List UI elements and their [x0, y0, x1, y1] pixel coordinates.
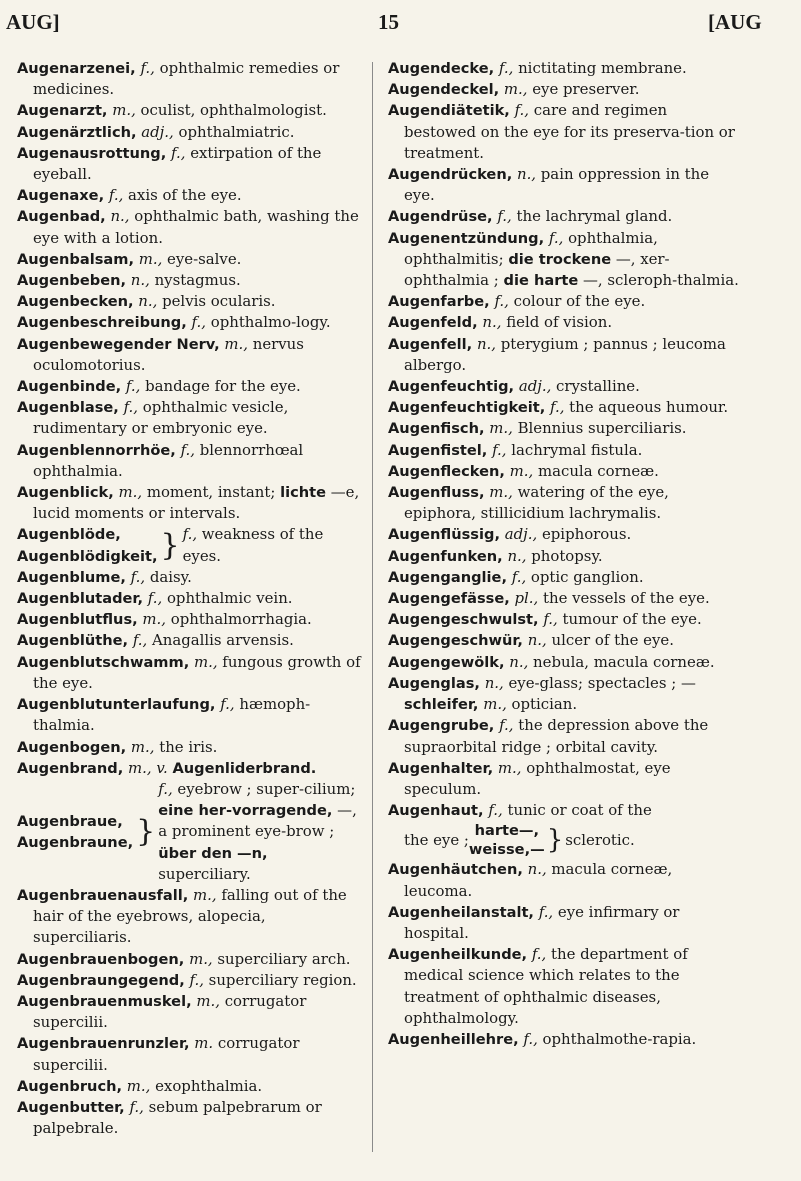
entry-grammar: f.,	[523, 1029, 538, 1048]
entry-subheadword: weisse,—	[468, 841, 545, 859]
entry-grammar: m.,	[224, 334, 249, 353]
entry-headword: Augenbruch,	[17, 1077, 123, 1095]
tunic-variants	[469, 821, 545, 859]
entry-headword: Augenhaut,	[388, 802, 484, 820]
entry-grammar: f.,	[123, 398, 139, 417]
dictionary-entry	[17, 291, 362, 312]
entry-headword: Augenfeld,	[388, 314, 478, 332]
entry-definition: the lachrymal gland.	[511, 207, 673, 226]
entry-grammar: m.,	[196, 991, 220, 1010]
entry-grammar: f.,	[550, 398, 565, 417]
entry-definition: photopsy.	[526, 546, 603, 565]
entry-definition: tumour of the eye.	[557, 610, 702, 629]
dictionary-entry	[388, 1029, 743, 1050]
entry-grammar: m.	[194, 1034, 214, 1053]
entry-headword: Augengeschwür,	[388, 632, 523, 650]
dictionary-entry	[17, 312, 362, 333]
entry-headword: Augenfistel,	[388, 441, 488, 459]
entry-grammar: n.,	[476, 334, 497, 353]
entry-grammar: f.,	[129, 1097, 144, 1116]
brace-headwords	[17, 811, 133, 853]
entry-definition: ophthalmic vein.	[162, 589, 293, 608]
dictionary-entry	[388, 588, 743, 609]
entry-definition: sclerotic.	[565, 830, 635, 849]
entry-definition: falling out of the hair of the eyebrows, alopecia, superciliaris.	[33, 885, 347, 947]
entry-definition: macula corneæ, leucoma.	[404, 860, 673, 900]
entry-headword: Augenhäutchen,	[388, 861, 523, 879]
brace-headwords	[17, 524, 158, 566]
entry-definition: ophthalmic remedies or medicines.	[33, 59, 340, 99]
dictionary-entry	[17, 970, 362, 991]
entry-definition: exophthalmia.	[150, 1076, 263, 1095]
entry-definition: oculist, ophthalmologist.	[135, 101, 327, 120]
entry-grammar: f.,	[147, 589, 163, 608]
entry-grammar: f.,	[498, 59, 514, 77]
entry-definition: pterygium ; pannus ; leucoma albergo.	[404, 334, 726, 374]
entry-definition: ophthalmic bath, washing the eye with a lotion.	[33, 207, 359, 247]
entry-headword: Augenblennorrhöe,	[17, 441, 176, 459]
entry-headword: Augenbutter,	[17, 1098, 125, 1116]
entry-definition: superciliary.	[158, 864, 251, 883]
entry-headword: Augenfluss,	[388, 484, 485, 502]
entry-headword: Augengefässe,	[388, 590, 510, 608]
dictionary-entry	[17, 440, 362, 482]
entry-grammar: n.,	[138, 292, 158, 311]
dictionary-entry	[388, 652, 743, 673]
entry-definition: weakness of the eyes.	[182, 525, 324, 565]
entry-definition: superciliary arch.	[212, 949, 351, 968]
entry-definition: the depression above the supraorbital ridge ; orbital cavity.	[404, 716, 709, 756]
entry-grammar: n.,	[507, 546, 527, 565]
dictionary-entry	[17, 249, 362, 270]
dictionary-entry	[388, 715, 743, 757]
entry-headword: Augenblödigkeit,	[17, 547, 158, 565]
brace-entry-group	[17, 779, 362, 885]
entry-headword: Augenfisch,	[388, 420, 485, 438]
entry-headword: Augenentzündung,	[388, 229, 545, 247]
entry-grammar: f.,	[108, 186, 124, 205]
dictionary-entry	[17, 588, 362, 609]
entry-headword: Augenfunken,	[388, 547, 503, 565]
dictionary-entry	[388, 58, 743, 79]
entry-definition: axis of the eye.	[123, 186, 242, 205]
entry-definition: eye-salve.	[162, 249, 242, 268]
entry-headword: Augenbraune,	[17, 833, 134, 851]
entry-definition: ulcer of the eye.	[546, 631, 674, 650]
dictionary-entry	[17, 397, 362, 439]
entry-definition: eye-glass; spectacles ; —	[503, 673, 696, 692]
entry-headword: Augendrüse,	[388, 208, 493, 226]
entry-subheadword: schleifer,	[404, 696, 479, 714]
entry-definition: eye infirmary or hospital.	[404, 902, 680, 942]
entry-headword: Augenaxe,	[17, 187, 105, 205]
entry-grammar: m., v.	[128, 758, 168, 777]
entry-definition: field of vision.	[501, 313, 613, 332]
entry-headword: Augendiätetik,	[388, 102, 510, 120]
entry-grammar: n.,	[110, 207, 130, 226]
entry-definition: lachrymal fistula.	[506, 440, 643, 459]
dictionary-entry	[388, 944, 743, 1029]
dictionary-entry	[388, 609, 743, 630]
entry-headword: Augenbrand,	[17, 759, 124, 777]
entry-headword: Augenbraue,	[17, 812, 123, 830]
entry-definition: pain oppression in the eye.	[404, 165, 710, 205]
entry-definition: —, scleroph-thalmia.	[578, 271, 739, 290]
entry-grammar: m.,	[112, 101, 136, 120]
brace-glyph: }	[546, 825, 564, 856]
entry-headword: Augengeschwulst,	[388, 611, 539, 629]
entry-grammar: n.,	[516, 165, 537, 184]
entry-headword: Augenbrauenmuskel,	[17, 992, 192, 1010]
entry-grammar: n.,	[130, 271, 150, 290]
dictionary-entry	[17, 100, 362, 121]
entry-grammar: m.,	[483, 695, 507, 714]
dictionary-entry	[17, 1097, 362, 1139]
entry-grammar: m.,	[193, 885, 217, 904]
right-column	[388, 58, 743, 1050]
entry-definition: the vessels of the eye.	[538, 589, 710, 608]
entry-definition: ophthalmo-logy.	[206, 313, 331, 332]
entry-grammar: m.,	[118, 483, 143, 502]
entry-headword: Augenheilkunde,	[388, 946, 528, 964]
dictionary-entry	[17, 58, 362, 100]
entry-grammar: f.,	[171, 143, 186, 162]
dictionary-entry	[388, 100, 743, 164]
entry-grammar: n.,	[527, 860, 547, 879]
entry-headword: Augenbraungegend,	[17, 971, 185, 989]
entry-grammar: f.,	[488, 801, 503, 820]
header-right-guide: [AUG	[708, 10, 762, 34]
entry-headword: Augenblöde,	[17, 526, 121, 544]
entry-subheadword: harte—,	[474, 822, 540, 840]
brace-glyph: }	[136, 813, 156, 849]
entry-definition: optician.	[506, 695, 578, 714]
entry-grammar: adj.,	[504, 525, 538, 544]
entry-definition: —, xer-ophthalmia ;	[404, 249, 670, 290]
dictionary-entry	[17, 694, 362, 736]
entry-definition: Anagallis arvensis.	[147, 631, 294, 650]
brace-glyph: }	[160, 527, 180, 563]
entry-grammar: adj.,	[518, 377, 552, 396]
entry-definition: extirpation of the eyeball.	[33, 143, 322, 184]
entry-headword: Augenbad,	[17, 208, 106, 226]
dictionary-entry	[388, 164, 743, 206]
entry-headword: Augendeckel,	[388, 81, 500, 99]
entry-headword: Augenbeben,	[17, 272, 127, 290]
entry-definition: nictitating membrane.	[513, 59, 687, 77]
entry-grammar: f.,	[492, 440, 507, 459]
entry-headword: Augenblume,	[17, 568, 126, 586]
entry-definition: the iris.	[154, 737, 218, 756]
dictionary-entry	[388, 440, 743, 461]
entry-headword: Augenärztlich,	[17, 123, 137, 141]
entry-definition: eyebrow ; super-cilium;	[172, 779, 356, 798]
dictionary-entry	[388, 758, 743, 800]
entry-grammar: n.,	[509, 652, 529, 671]
dictionary-entry	[17, 270, 362, 291]
entry-definition: care and regimen bestowed on the eye for its preserva-tion or treatment.	[404, 101, 735, 162]
entry-grammar: f.,	[132, 631, 148, 650]
entry-headword: Augengewölk,	[388, 653, 505, 671]
entry-definition: daisy.	[145, 567, 192, 586]
dictionary-entry	[388, 546, 743, 567]
dictionary-entry	[388, 376, 743, 397]
entry-definition: pelvis ocularis.	[157, 292, 276, 311]
entry-definition: eye preserver.	[527, 80, 640, 99]
dictionary-entry	[388, 291, 743, 312]
dictionary-entry	[388, 461, 743, 482]
entry-grammar: f.,	[514, 101, 530, 120]
entry-definition: the aqueous humour.	[564, 398, 729, 417]
entry-definition: colour of the eye.	[508, 292, 646, 311]
entry-grammar: f.,	[140, 59, 155, 77]
dictionary-entry	[17, 376, 362, 397]
entry-headword: Augenblutader,	[17, 590, 144, 608]
brace-definition	[183, 524, 362, 566]
dictionary-entry	[388, 312, 743, 333]
entry-definition: ophthalmia, ophthalmitis;	[404, 228, 658, 268]
entry-definition: corrugator supercilii.	[33, 1034, 300, 1074]
entry-headword: Augenbinde,	[17, 378, 122, 396]
entry-definition: moment, instant;	[142, 483, 281, 502]
entry-definition: nystagmus.	[149, 271, 241, 290]
dictionary-entry	[17, 737, 362, 758]
dictionary-entry	[388, 630, 743, 651]
entry-definition: bandage for the eye.	[140, 377, 301, 396]
entry-definition: ophthalmorrhagia.	[166, 610, 312, 629]
entry-definition: corrugator supercilii.	[33, 991, 307, 1032]
entry-headword: Augenbrauenrunzler,	[17, 1035, 190, 1053]
entry-headword: Augenblutunterlaufung,	[17, 696, 216, 714]
entry-subheadword: lichte	[280, 484, 327, 502]
entry-grammar: f.,	[511, 567, 527, 586]
entry-headword: Augendrücken,	[388, 166, 513, 184]
entry-grammar: f.,	[180, 440, 196, 459]
entry-definition: epiphorous.	[537, 525, 632, 544]
entry-grammar: f.,	[191, 313, 206, 332]
page-number: 15	[378, 10, 399, 34]
entry-grammar: f.,	[125, 377, 141, 396]
entry-grammar: f.,	[220, 695, 235, 714]
entry-definition: watering of the eye, epiphora, stillicidium lachrymalis.	[404, 483, 669, 523]
dictionary-entry	[388, 397, 743, 418]
page-header	[0, 10, 801, 40]
entry-grammar: m.,	[189, 949, 213, 968]
entry-grammar: f.,	[538, 902, 554, 921]
entry-headword: Augenflüssig,	[388, 526, 500, 544]
entry-grammar: n.,	[482, 313, 502, 332]
entry-grammar: m.,	[193, 652, 218, 671]
entry-definition: blennorrhœal ophthalmia.	[33, 440, 304, 480]
entry-definition: fungous growth of the eye.	[33, 652, 361, 692]
entry-headword: Augenheilanstalt,	[388, 903, 534, 921]
dictionary-entry	[388, 334, 743, 376]
entry-headword: Augenblase,	[17, 399, 119, 417]
dictionary-entry	[388, 859, 743, 901]
entry-definition: sebum palpebrarum or palpebrale.	[33, 1097, 322, 1138]
entry-headword: Augenheillehre,	[388, 1030, 519, 1048]
entry-definition: crystalline.	[551, 377, 640, 396]
dictionary-entry	[17, 206, 362, 248]
entry-definition: —e, lucid moments or intervals.	[33, 483, 360, 523]
entry-headword: Augenhalter,	[388, 759, 494, 777]
dictionary-entry	[17, 1033, 362, 1075]
entry-subheadword: Augenliderbrand.	[172, 759, 317, 777]
brace-definition	[158, 779, 362, 885]
entry-grammar: f.,	[531, 945, 547, 964]
entry-headword: Augenbrauenbogen,	[17, 950, 185, 968]
entry-grammar: pl.,	[514, 589, 539, 608]
column-divider	[372, 62, 373, 1152]
dictionary-entry	[17, 143, 362, 185]
entry-grammar: m.,	[509, 461, 534, 480]
entry-headword: Augenglas,	[388, 674, 480, 692]
entry-grammar: n.,	[484, 673, 504, 692]
entry-headword: Augengrube,	[388, 717, 495, 735]
entry-subheadword: die trockene	[508, 250, 612, 268]
entry-headword: Augenbalsam,	[17, 250, 134, 268]
entry-grammar: n.,	[527, 631, 547, 650]
entry-grammar: f.,	[543, 610, 558, 629]
entry-grammar: m.,	[138, 249, 163, 268]
dictionary-entry	[17, 652, 362, 694]
entry-definition: Blennius superciliaris.	[512, 419, 687, 438]
entry-headword: Augenblüthe,	[17, 632, 129, 650]
dictionary-entry	[17, 334, 362, 376]
entry-headword: Augenblick,	[17, 484, 114, 502]
entry-definition: nervus oculomotorius.	[33, 334, 304, 374]
entry-headword: Augendecke,	[388, 60, 495, 77]
dictionary-entry	[388, 567, 743, 588]
entry-headword: Augenarzt,	[17, 102, 108, 120]
dictionary-entry	[388, 482, 743, 524]
dictionary-entry	[17, 1076, 362, 1097]
entry-headword: Augenbogen,	[17, 738, 127, 756]
dictionary-entry	[388, 524, 743, 545]
entry-definition: hæmoph-thalmia.	[33, 695, 311, 735]
dictionary-entry	[388, 418, 743, 439]
entry-definition: optic ganglion.	[526, 567, 644, 586]
entry-headword: Augenbewegender Nerv,	[17, 335, 220, 353]
dictionary-entry	[17, 758, 362, 779]
entry-definition: nebula, macula corneæ.	[528, 652, 715, 671]
entry-definition: ophthalmostat, eye speculum.	[404, 758, 671, 798]
dictionary-entry	[17, 991, 362, 1033]
entry-grammar: m.,	[489, 419, 513, 438]
entry-grammar: f.,	[548, 228, 564, 247]
dictionary-entry	[17, 185, 362, 206]
entry-grammar: f.,	[158, 779, 173, 798]
entry-grammar: f.,	[494, 292, 509, 311]
entry-subheadword: die harte	[503, 272, 579, 290]
entry-definition: the department of medical science which relates to the treatment of ophthalmic diseases, ophthalmology.	[404, 945, 688, 1027]
entry-definition: ophthalmiatric.	[173, 122, 295, 141]
dictionary-entry	[388, 800, 743, 821]
entry-headword: Augenflecken,	[388, 462, 505, 480]
entry-definition: macula corneæ.	[533, 461, 659, 480]
entry-grammar: f.,	[130, 567, 146, 586]
entry-definition: tunic or coat of the	[502, 801, 652, 820]
entry-grammar: m.,	[130, 737, 155, 756]
entry-grammar: m.,	[142, 610, 166, 629]
entry-grammar: f.,	[182, 525, 198, 544]
dictionary-entry	[17, 609, 362, 630]
dictionary-entry	[388, 79, 743, 100]
entry-headword: Augenfeuchtig,	[388, 378, 515, 396]
entry-grammar: f.,	[189, 970, 204, 989]
dictionary-entry	[388, 902, 743, 944]
brace-entry-group	[17, 524, 362, 566]
dictionary-entry	[388, 228, 743, 292]
entry-grammar: f.,	[497, 207, 512, 226]
entry-definition: ophthalmic vesicle, rudimentary or embryonic eye.	[33, 398, 289, 438]
entry-headword: Augenbrauenausfall,	[17, 886, 189, 904]
entry-definition: the eye ;	[404, 830, 469, 849]
entry-grammar: m.,	[497, 758, 522, 777]
eye-tunic-line	[388, 821, 743, 859]
dictionary-entry	[17, 482, 362, 524]
entry-headword: Augenbecken,	[17, 293, 134, 311]
entry-grammar: m.,	[126, 1076, 151, 1095]
entry-subheadword: über den —n,	[158, 844, 268, 862]
entry-grammar: f.,	[499, 716, 514, 735]
entry-headword: Augenausrottung,	[17, 144, 167, 162]
entry-subheadword: eine her-vorragende,	[158, 802, 333, 820]
entry-grammar: m.,	[489, 483, 513, 502]
entry-headword: Augenblutflus,	[17, 611, 138, 629]
dictionary-entry	[17, 885, 362, 949]
dictionary-entry	[17, 567, 362, 588]
entry-headword: Augenfarbe,	[388, 293, 490, 311]
entry-grammar: m.,	[503, 80, 528, 99]
entry-headword: Augenfell,	[388, 335, 473, 353]
entry-headword: Augenbeschreibung,	[17, 314, 187, 332]
entry-definition: ophthalmothe-rapia.	[537, 1029, 697, 1048]
dictionary-entry	[17, 630, 362, 651]
entry-definition: superciliary region.	[203, 970, 357, 989]
dictionary-entry	[388, 673, 743, 715]
header-left-guide: AUG]	[6, 10, 60, 34]
dictionary-entry	[388, 206, 743, 227]
dictionary-entry	[17, 949, 362, 970]
entry-headword: Augenarzenei,	[17, 60, 136, 77]
entry-headword: Augenblutschwamm,	[17, 653, 190, 671]
entry-grammar: adj.,	[141, 122, 174, 141]
entry-definition: —, a prominent eye-brow ;	[158, 801, 357, 841]
dictionary-entry	[17, 122, 362, 143]
entry-headword: Augenfeuchtigkeit,	[388, 399, 546, 417]
entry-headword: Augenganglie,	[388, 568, 507, 586]
left-column	[17, 58, 362, 1139]
